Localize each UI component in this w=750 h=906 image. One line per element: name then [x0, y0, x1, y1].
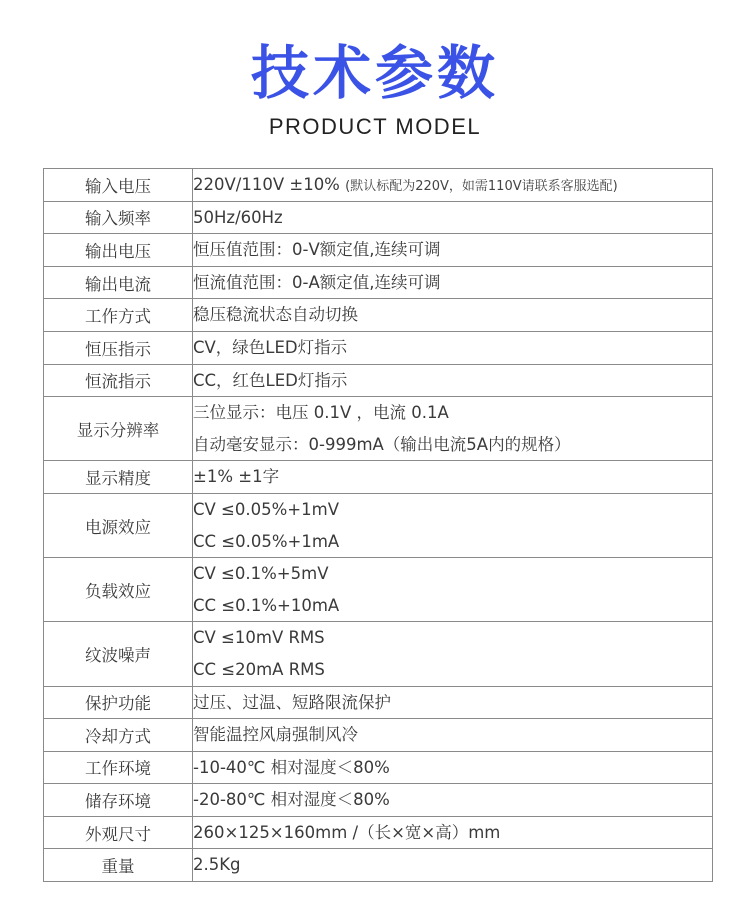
spec-row — [44, 331, 713, 364]
spec-value — [193, 816, 713, 849]
spec-value — [193, 849, 713, 882]
spec-value — [193, 397, 713, 461]
spec-row — [44, 234, 713, 267]
spec-value-text: ±1% ±1字 — [193, 467, 280, 487]
spec-row — [44, 493, 713, 557]
spec-value-note: (默认标配为220V，如需110V请联系客服选配) — [345, 179, 618, 194]
spec-value-text: 恒压值范围：0-V额定值,连续可调 — [193, 240, 441, 260]
spec-value-text: CV ≤0.1%+5mV — [193, 564, 329, 584]
spec-label: 输出电压 — [44, 234, 193, 267]
spec-value-text: 智能温控风扇强制风冷 — [193, 725, 358, 745]
spec-label: 重量 — [44, 849, 193, 882]
spec-value-line — [193, 494, 712, 526]
spec-label: 保护功能 — [44, 686, 193, 719]
spec-value — [193, 266, 713, 299]
spec-row — [44, 719, 713, 752]
spec-row — [44, 299, 713, 332]
page-subtitle: PRODUCT MODEL — [268, 114, 482, 139]
spec-row — [44, 169, 713, 202]
spec-value-line — [193, 299, 712, 331]
spec-value — [193, 686, 713, 719]
spec-label: 恒压指示 — [44, 331, 193, 364]
spec-label: 外观尺寸 — [44, 816, 193, 849]
spec-value-line — [193, 202, 712, 234]
spec-value-text: 2.5Kg — [193, 855, 241, 875]
spec-label: 工作方式 — [44, 299, 193, 332]
spec-label: 负载效应 — [44, 558, 193, 622]
spec-value — [193, 719, 713, 752]
spec-value-line — [193, 654, 712, 686]
spec-value-line — [193, 332, 712, 364]
spec-value-text: CC ≤0.05%+1mA — [193, 531, 340, 551]
spec-row — [44, 266, 713, 299]
spec-value-text: 稳压稳流状态自动切换 — [193, 305, 358, 325]
spec-value — [193, 558, 713, 622]
spec-value-line — [193, 234, 712, 266]
spec-row — [44, 201, 713, 234]
spec-value-text: 220V/110V ±10% — [193, 175, 340, 194]
spec-label: 储存环境 — [44, 784, 193, 817]
spec-row — [44, 816, 713, 849]
spec-row — [44, 784, 713, 817]
spec-value — [193, 169, 713, 202]
spec-value-line — [193, 817, 712, 849]
spec-label: 冷却方式 — [44, 719, 193, 752]
spec-label: 显示分辨率 — [44, 397, 193, 461]
spec-value-line — [193, 719, 712, 751]
spec-row — [44, 461, 713, 494]
spec-value-line — [193, 849, 712, 881]
spec-value — [193, 234, 713, 267]
spec-label: 显示精度 — [44, 461, 193, 494]
spec-value-line — [193, 526, 712, 558]
spec-row — [44, 686, 713, 719]
spec-value-line — [193, 752, 712, 784]
spec-value-text: -10-40℃ 相对湿度＜80% — [193, 757, 390, 777]
spec-value-text: CV ≤0.05%+1mV — [193, 499, 339, 519]
spec-label: 纹波噪声 — [44, 622, 193, 686]
spec-value-text: CC ≤20mA RMS — [193, 659, 325, 679]
spec-row — [44, 622, 713, 686]
spec-value-text: CV ≤10mV RMS — [193, 628, 325, 648]
spec-value-line — [193, 397, 712, 429]
spec-label: 恒流指示 — [44, 364, 193, 397]
spec-value-line — [193, 687, 712, 719]
spec-value-line — [193, 784, 712, 816]
page-title: 技术参数 — [250, 39, 499, 107]
spec-value-text: CC，红色LED灯指示 — [193, 370, 348, 390]
spec-row — [44, 849, 713, 882]
spec-row — [44, 751, 713, 784]
spec-value — [193, 493, 713, 557]
spec-value — [193, 201, 713, 234]
spec-row — [44, 364, 713, 397]
spec-value-line — [193, 365, 712, 397]
spec-value-line — [193, 622, 712, 654]
spec-label: 输入电压 — [44, 169, 193, 202]
spec-row — [44, 558, 713, 622]
spec-label: 工作环境 — [44, 751, 193, 784]
spec-value-text: 过压、过温、短路限流保护 — [193, 692, 391, 712]
spec-value-line — [193, 558, 712, 590]
spec-value-text: -20-80℃ 相对湿度＜80% — [193, 790, 390, 810]
spec-value — [193, 364, 713, 397]
spec-value-line — [193, 429, 712, 461]
spec-value-line — [193, 590, 712, 622]
spec-table — [43, 168, 713, 882]
spec-label: 输入频率 — [44, 201, 193, 234]
spec-value — [193, 784, 713, 817]
spec-row — [44, 397, 713, 461]
spec-value — [193, 331, 713, 364]
spec-value — [193, 751, 713, 784]
spec-label: 电源效应 — [44, 493, 193, 557]
spec-value-line — [193, 461, 712, 493]
spec-label: 输出电流 — [44, 266, 193, 299]
spec-value-line — [193, 169, 712, 201]
spec-value-text: CC ≤0.1%+10mA — [193, 595, 340, 615]
spec-value-text: 三位显示：电压 0.1V ，电流 0.1A — [193, 403, 449, 423]
spec-value-text: 自动毫安显示：0-999mA（输出电流5A内的规格） — [193, 434, 571, 454]
spec-value — [193, 461, 713, 494]
spec-value-text: 50Hz/60Hz — [193, 207, 283, 227]
spec-value-text: CV，绿色LED灯指示 — [193, 337, 348, 357]
spec-value — [193, 622, 713, 686]
spec-value-text: 260×125×160mm /（长×宽×高）mm — [193, 822, 501, 842]
spec-value-line — [193, 267, 712, 299]
spec-value — [193, 299, 713, 332]
spec-value-text: 恒流值范围：0-A额定值,连续可调 — [193, 272, 441, 292]
